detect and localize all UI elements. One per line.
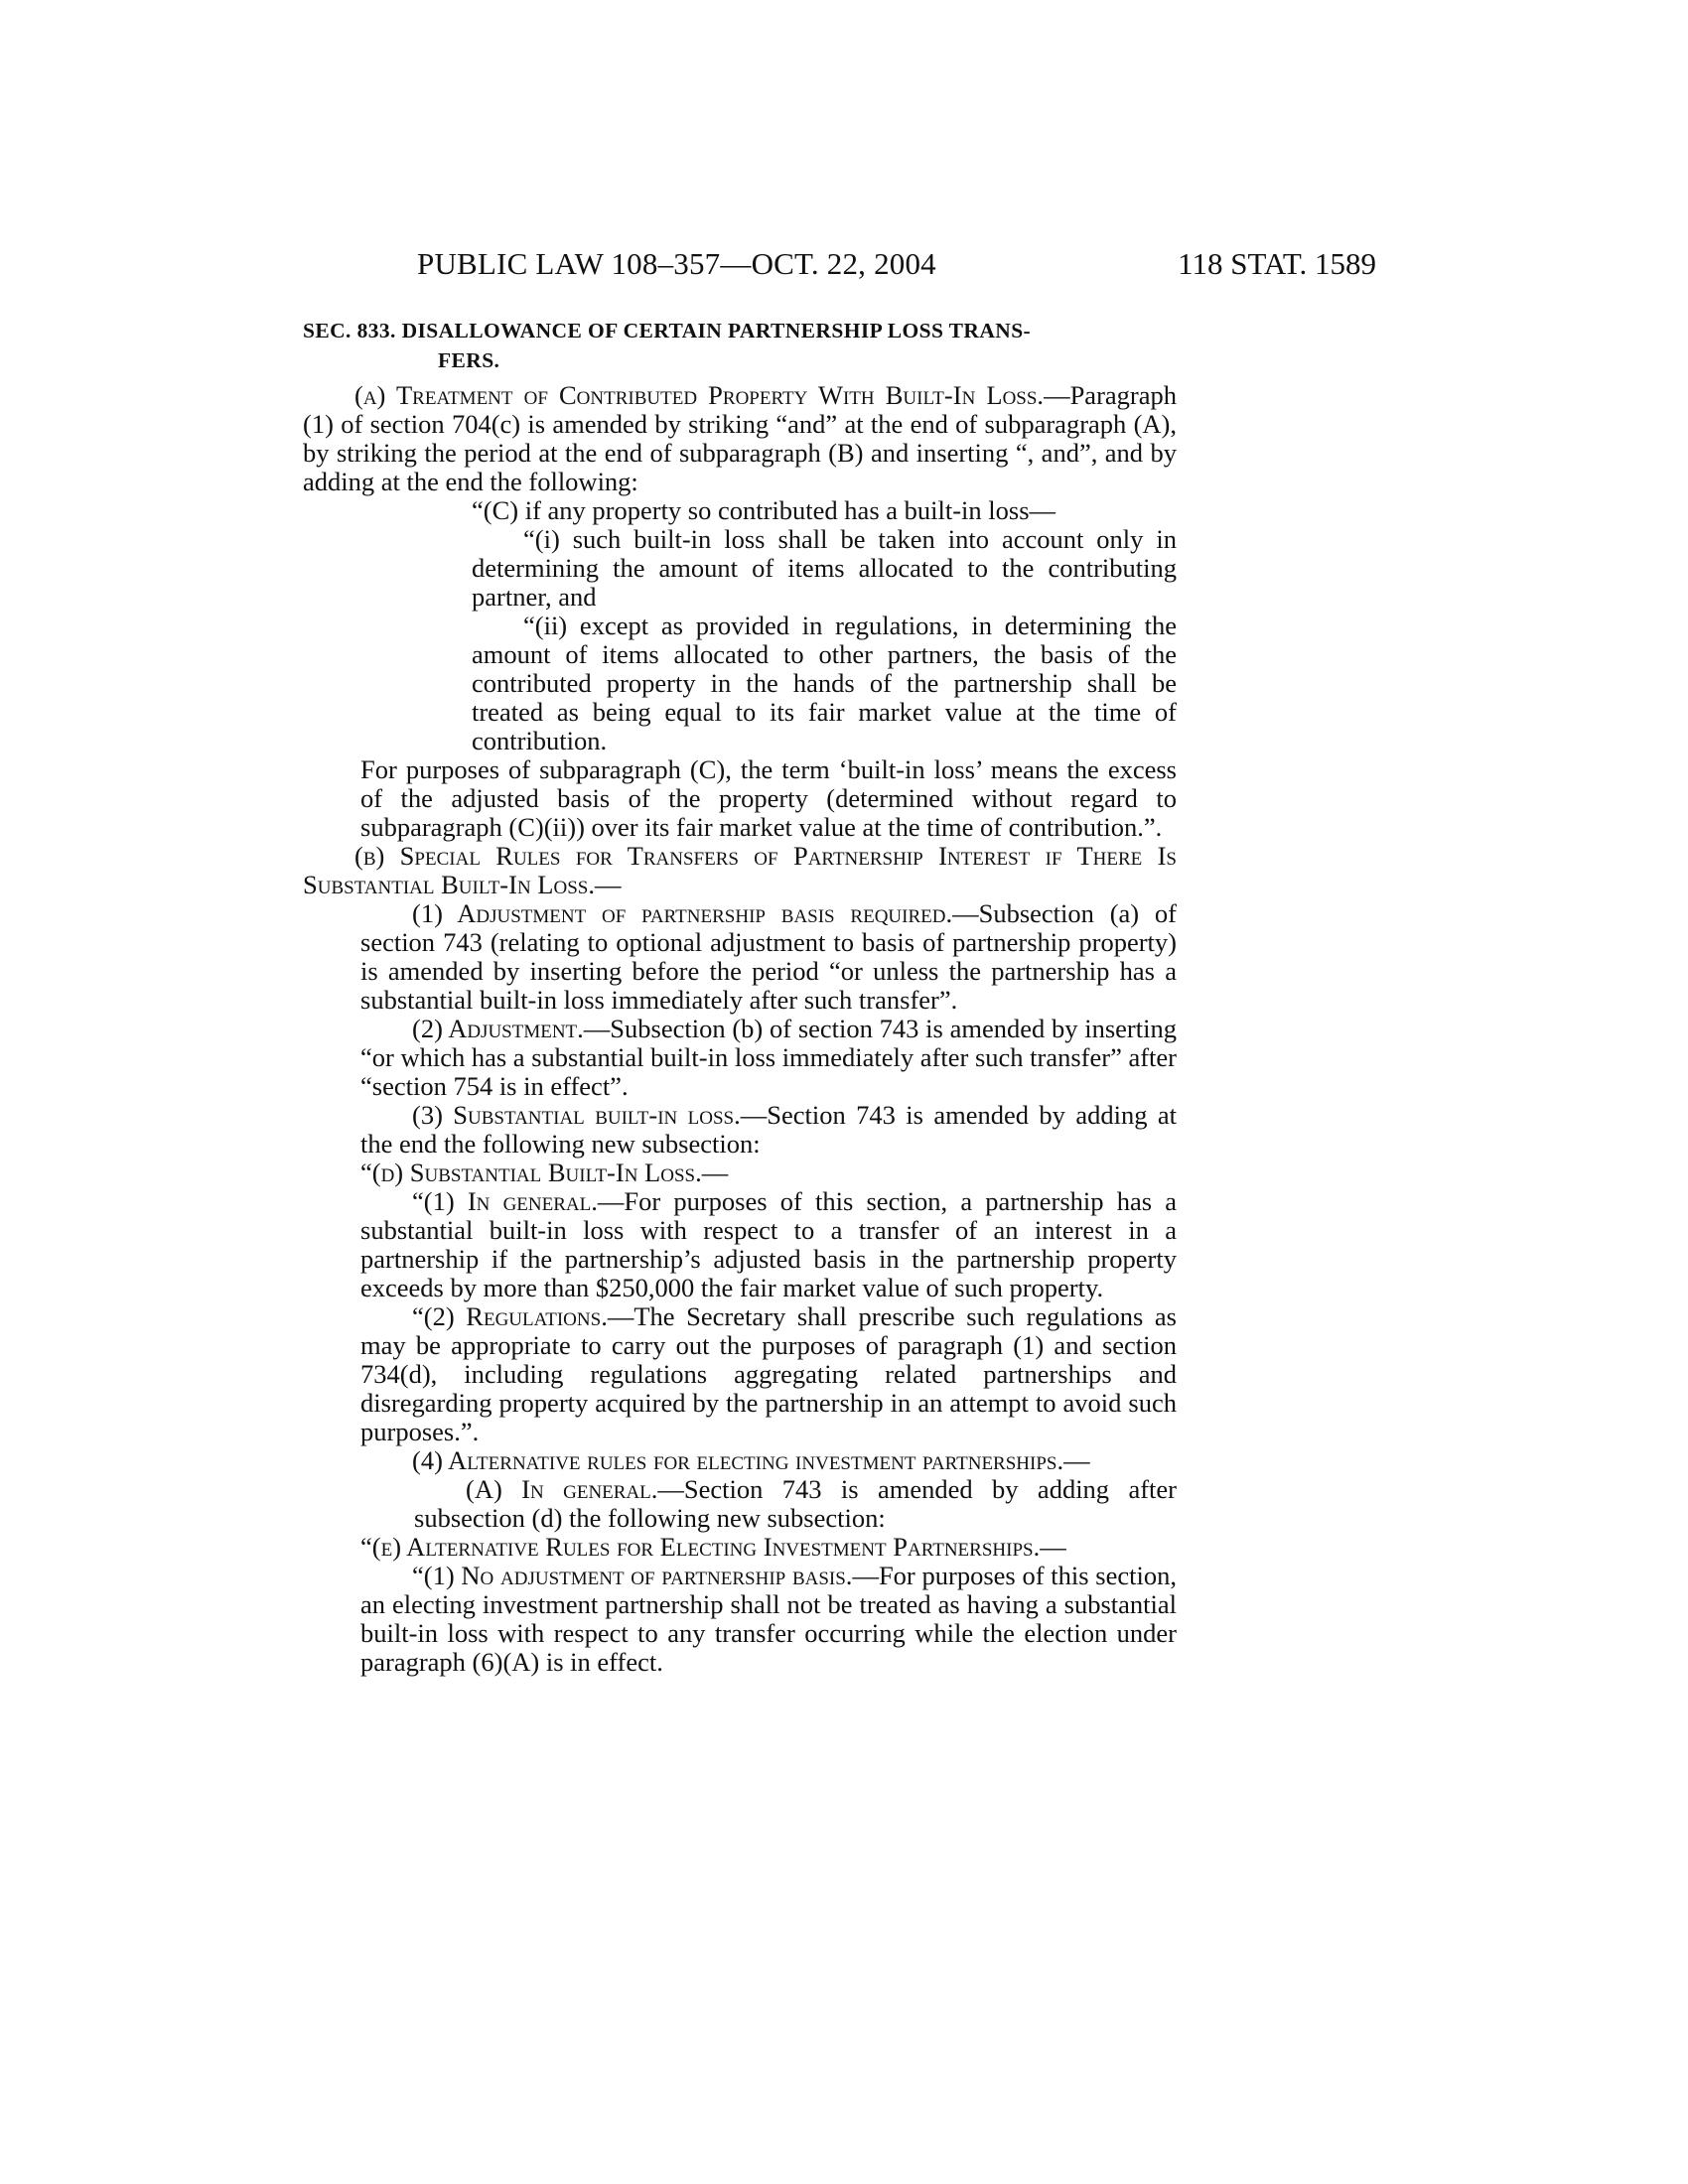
paragraph-d1-text: —For purposes of this section, a partnership has a substantial built-in loss with respect to a transfer of an interest in a partnership if the partnership’s adjusted basis in the partnership property exceeds by more than $250,000 the fair market value of such property. — [360, 1186, 1177, 1302]
subsection-a — [303, 381, 1177, 496]
paragraph-e1 — [303, 1562, 1177, 1677]
subsection-d — [303, 1159, 1177, 1187]
clause-c: “(C) if any property so contributed has a built-in loss— — [472, 495, 1056, 525]
header-stat-page: 118 STAT. 1589 — [1178, 246, 1376, 281]
subsection-a-heading: (a) Treatment of Contributed Property With Built-In Loss. — [354, 380, 1045, 410]
paragraph-b1-text: —Subsection (a) of section 743 (relating to optional adjustment to basis of partnership property) is amended by inserting before the period “or unless the partnership has a substantial built-in loss immediately after such transfer”. — [360, 898, 1177, 1015]
paragraph-b1 — [303, 899, 1177, 1015]
paragraph-b2-text: —Subsection (b) of section 743 is amended by inserting “or which has a substantial built-in loss immediately after such transfer” after “section 754 is in effect”. — [360, 1014, 1177, 1101]
clause-c-i: “(i) such built-in loss shall be taken into account only in determining the amount of items allocated to the contributing partner, and — [472, 524, 1177, 612]
paragraph-d2 — [303, 1302, 1177, 1446]
paragraph-e1-text: —For purposes of this section, an electing investment partnership shall not be treated as having a substantial built-in loss with respect to any transfer occurring while the election under paragraph (6)(A) is in effect. — [360, 1561, 1177, 1677]
paragraph-d1-heading: “(1) In general. — [412, 1186, 598, 1216]
paragraph-b3-heading: (3) Substantial built-in loss. — [412, 1100, 741, 1130]
paragraph-e1-heading: “(1) No adjustment of partnership basis. — [412, 1561, 853, 1590]
subparagraph-b4a-text: —Section 743 is amended by adding after subsection (d) the following new subsection: — [414, 1474, 1177, 1533]
subsection-e-heading: “(e) Alternative Rules for Electing Investment Partnerships. — [360, 1532, 1041, 1562]
paragraph-b3 — [303, 1101, 1177, 1159]
subsection-b — [303, 842, 1177, 899]
document-body — [303, 381, 1177, 1677]
subparagraph-b4a-heading: (A) In general. — [466, 1474, 658, 1504]
built-in-loss-definition: For purposes of subparagraph (C), the term ‘built-in loss’ means the excess of the adjusted basis of the property (determined without regard to subparagraph (C)(ii)) over its fair market value at the time of contribution.”. — [360, 754, 1177, 842]
section-heading-line1: SEC. 833. DISALLOWANCE OF CERTAIN PARTNERSHIP LOSS TRANS- — [303, 319, 1032, 342]
paragraph-b2 — [303, 1015, 1177, 1101]
subsection-b-dash: — — [594, 870, 622, 899]
subparagraph-b4a — [303, 1475, 1177, 1533]
section-heading — [303, 316, 1177, 375]
clause-c-ii: “(ii) except as provided in regulations, in determining the amount of items allocated to other partners, the basis of the contributed property in the hands of the partnership shall be treated as being equal to its fair market value at the time of contribution. — [472, 611, 1177, 755]
subsection-e-dash: — — [1040, 1532, 1066, 1562]
subsection-a-text: —Paragraph (1) of section 704(c) is amended by striking “and” at the end of subparagraph (A), by striking the period at the end of subparagraph (B) and inserting “, and”, and by adding at the end the following: — [303, 380, 1177, 496]
paragraph-b4-dash: — — [1063, 1445, 1090, 1475]
subsection-e — [303, 1533, 1177, 1562]
paragraph-b4-heading: (4) Alternative rules for electing investment partnerships. — [412, 1445, 1064, 1475]
subsection-d-heading: “(d) Substantial Built-In Loss. — [360, 1158, 702, 1187]
paragraph-d1 — [303, 1187, 1177, 1302]
paragraph-b2-heading: (2) Adjustment. — [412, 1014, 584, 1043]
header-public-law: PUBLIC LAW 108–357—OCT. 22, 2004 — [417, 246, 936, 281]
paragraph-d2-text: —The Secretary shall prescribe such regulations as may be appropriate to carry out the purposes of paragraph (1) and section 734(d), including regulations aggregating related partnerships and disregarding property acquired by the partnership in an attempt to avoid such purposes.”. — [360, 1301, 1177, 1446]
paragraph-b3-text: —Section 743 is amended by adding at the end the following new subsection: — [360, 1100, 1177, 1159]
section-heading-line2: FERS. — [438, 348, 500, 372]
paragraph-b4 — [303, 1446, 1177, 1475]
running-header — [417, 246, 1376, 286]
paragraph-d2-heading: “(2) Regulations. — [412, 1301, 608, 1331]
paragraph-b1-heading: (1) Adjustment of partnership basis required. — [412, 898, 953, 928]
subsection-d-dash: — — [701, 1158, 729, 1187]
subsection-b-heading: (b) Special Rules for Transfers of Partnership Interest if There Is Substantial Built-In Loss. — [303, 841, 1177, 899]
